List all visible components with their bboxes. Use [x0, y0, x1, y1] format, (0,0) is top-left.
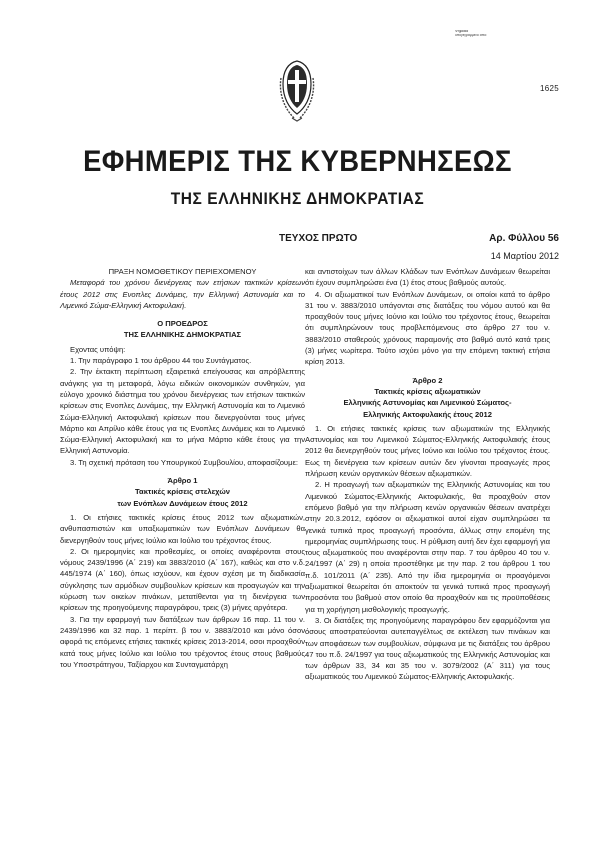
president-heading-line2: ΤΗΣ ΕΛΛΗΝΙΚΗΣ ΔΗΜΟΚΡΑΤΙΑΣ: [123, 330, 242, 340]
article-paragraph: 1. Οι ετήσιες τακτικές κρίσεις έτους 2012 των αξιωματικών, ανθυπασπιστών και υπαξιωματικών των Ενόπλων Δυνάμεων θα διενεργηθούν τους μήνες Ιούλιο και Ιούλιο του τρέχοντος έτους.: [60, 512, 305, 545]
article-paragraph: και αντιστοίχων των άλλων Κλάδων των Ενόπλων Δυνάμεων θεωρείται ότι έχουν συμπληρώσει ένα (1) έτος στους βαθμούς αυτούς.: [305, 267, 550, 288]
article-paragraph: 3. Για την εφαρμογή των διατάξεων των άρθρων 16 παρ. 11 του ν. 2439/1996 και 32 παρ. 1 περίπτ. β του ν. 3883/2010 και μόνο όσον αφορά τις επόμενες ετήσιες τακτικές κρίσεις 2013-2014, οσοι προαχθούν κατά τους μήνες Ιούλιο και Ιούλιο του τρέχοντος έτους στους βαθμούς του Υποστράτηγου, Ταξίαρχου και Συνταγματάρχη: [60, 614, 305, 669]
article-paragraph: 2. Η προαγωγή των αξιωματικών της Ελληνικής Αστυνομίας και του Λιμενικού Σώματος-Ελληνικής Ακτοφυλακής, θα προαχθούν στον επόμενο βαθμό για την πλήρωση κενών οργανικών θέσεων ανατρέχει στην 20.3.2012, εφόσον οι αξιωματικοί αυτοί είχαν συμπληρώσει τα γενικά τυπικά προς προαγωγή προσόντα, άλλως στην επομένη της ημερομηνίας συμπλήρωσης τους. Η ρύθμιση αυτή δεν έχει εφαρμογή για τους αξιωματικούς που αναφέρονται στην παρ. 7 του άρθρου 40 του ν. 24/1997 (Α΄ 29) η οποία προστέθηκε με την παρ. 2 του άρθρου 1 του π.δ. 101/2011 (Α΄ 235). Από την ίδια ημερομηνία οι προαγόμενοι αξιωματικοί θεωρείται ότι αποκτούν τα γενικά τυπικά προς προαγωγή προσόντα του βαθμού στον οποίο θα προαχθούν και τις προϋποθέσεις για τη χορήγηση μισθολογικής προαγωγής.: [305, 480, 550, 614]
page-number: 1625: [540, 84, 559, 93]
issue-date: 14 Μαρτίου 2012: [490, 251, 559, 261]
president-heading: Ο ΠΡΟΕΔΡΟΣ: [157, 319, 208, 329]
article-paragraph: 2. Οι ημερομηνίες και προθεσμίες, οι οποίες αναφέρονται στους νόμους 2439/1996 (Α΄ 219) και 3883/2010 (Α΄ 167), καθώς και στο ν.δ. 445/1974 (Α΄ 160), όπως ισχύουν, και έχουν σχέση με τη διαδικασία σύγκλησης των αρμόδιων συμβουλίων κρίσεων και προαγωγών και την κύρωση των οικείων πινάκων, μετατίθενται για τη διενέργεια των κρίσεων της προηγούμενης παραγράφου, τρεις (3) μήνες αργότερα.: [60, 546, 305, 613]
article-2-label: Άρθρο 2: [412, 375, 443, 385]
gazette-subtitle: ΤΗΣ ΕΛΛΗΝΙΚΗΣ ΔΗΜΟΚΡΑΤΙΑΣ: [170, 190, 425, 208]
issue-series: ΤΕΥΧΟΣ ΠΡΩΤΟ: [279, 233, 358, 244]
article-2-title-line2: Ελληνικής Αστυνομίας και Λιμενικού Σώματος-: [343, 398, 512, 408]
article-1-title: Τακτικές κρίσεις στελεχών: [134, 487, 231, 497]
article-paragraph: 3. Οι διατάξεις της προηγούμενης παραγράφου δεν εφαρμόζονται για όσους αποστρατεύονται αυτεπαγγέλτως σε εκτέλεση των πινάκων και των αποφάσεων των συμβουλίων, σύμφωνα με τις διατάξεις του άρθρου 47 του π.δ. 24/1997 για τους αξιωματικούς της Ελληνικής Αστυνομίας και των άρθρων 33, 34 και 35 του ν. 3079/2002 (Α΄ 311) για τους αξιωματικούς του Λιμενικού Σώματος-Ελληνικής Ακτοφυλακής.: [305, 615, 550, 682]
stamp-line: Ψηφιακά: [455, 30, 469, 33]
recital-paragraph: 3. Τη σχετική πρόταση του Υπουργικού Συμβουλίου, αποφασίζουμε:: [70, 457, 298, 467]
left-column: [60, 266, 305, 670]
issue-row: [80, 233, 559, 247]
right-column: [305, 266, 550, 683]
act-type-heading: ΠΡΑΞΗ ΝΟΜΟΘΕΤΙΚΟΥ ΠΕΡΙΕΧΟΜΕΝΟΥ: [108, 267, 257, 276]
recital-intro: Εχοντας υπόψη:: [70, 344, 126, 354]
gazette-title: ΕΦΗΜΕΡΙΣ ΤΗΣ ΚΥΒΕΡΝΗΣΕΩΣ: [83, 145, 512, 178]
greek-coat-of-arms-icon: [277, 58, 317, 124]
article-1-title-line2: των Ενόπλων Δυνάμεων έτους 2012: [117, 498, 248, 508]
article-paragraph: 4. Οι αξιωματικοί των Ενόπλων Δυνάμεων, οι οποίοι κατά το άρθρο 31 του ν. 3883/2010 υπάγονται στις διατάξεις του νόμου αυτού και θα προαχθούν τους μήνες Ιούνιο και Ιούλιο του τρέχοντος έτους, θεωρείται ότι συμπληρώνουν τους προβλεπόμενους στο άρθρο 27 του ν. 3883/2010 σταθερούς χρόνους παραμονής στο βαθμό αυτό κατά τρεις (3) μήνες νωρίτερα. Τούτο ισχύει μόνο για την επόμενη τακτική ετήσια κρίση 2013.: [305, 289, 550, 367]
issue-number: Αρ. Φύλλου 56: [489, 233, 559, 244]
digital-signature-stamp: [455, 30, 525, 38]
article-2-title-line3: Ελληνικής Ακτοφυλακής έτους 2012: [363, 409, 492, 419]
article-1-label: Άρθρο 1: [167, 476, 198, 486]
article-2-title: Τακτικές κρίσεις αξιωματικών: [374, 386, 481, 396]
recital-paragraph: 2. Την έκτακτη περίπτωση εξαιρετικά επείγουσας και απρόβλεπτης ανάγκης για τη μεταφορά, λόγω ειδικών οικονομικών συνθηκών, για εύλογο χρονικό διάστημα του χρόνου διενέργειας των ετήσιων τακτικών κρίσεων στις Ενοπλες Δυνάμεις, την Ελληνική Αστυνομία και το Λιμενικό Σώμα-Ελληνική Ακτοφυλακή κρίσεων που διενεργούνται τους μήνες Μάρτιο και Απρίλιο κάθε έτους για τις Ενοπλες Δυνάμεις και το Λιμενικό Σώμα-Ελληνική Ακτοφυλακή και το μήνα Μάρτιο κάθε έτους για την Ελληνική Αστυνομία.: [60, 367, 305, 456]
recital-paragraph: 1. Την παράγραφο 1 του άρθρου 44 του Συντάγματος.: [70, 356, 252, 366]
article-paragraph: 1. Οι ετήσιες τακτικές κρίσεις των αξιωματικών της Ελληνικής Αστυνομίας και του Λιμενικού Σώματος-Ελληνικής Ακτοφυλακής έτους 2012 θα διενεργηθούν τους μήνες Ιούνιο και Ιούλιο του τρέχοντος έτους. Εως τη διενέργεια των κρίσεων αυτών δεν γίνονται προαγωγές προς πλήρωση κενών οργανικών θέσεων αξιωματικών.: [305, 423, 550, 479]
stamp-line: υπογεγραμμένο από:: [455, 33, 487, 37]
act-subject: Μεταφορά του χρόνου διενέργειας των ετήσιων τακτικών κρίσεων έτους 2012 στις Ενοπλες Δυνάμεις, την Ελληνική Αστυνομία και το Λιμενικό Σώμα-Ελληνική Ακτοφυλακή.: [60, 278, 305, 310]
